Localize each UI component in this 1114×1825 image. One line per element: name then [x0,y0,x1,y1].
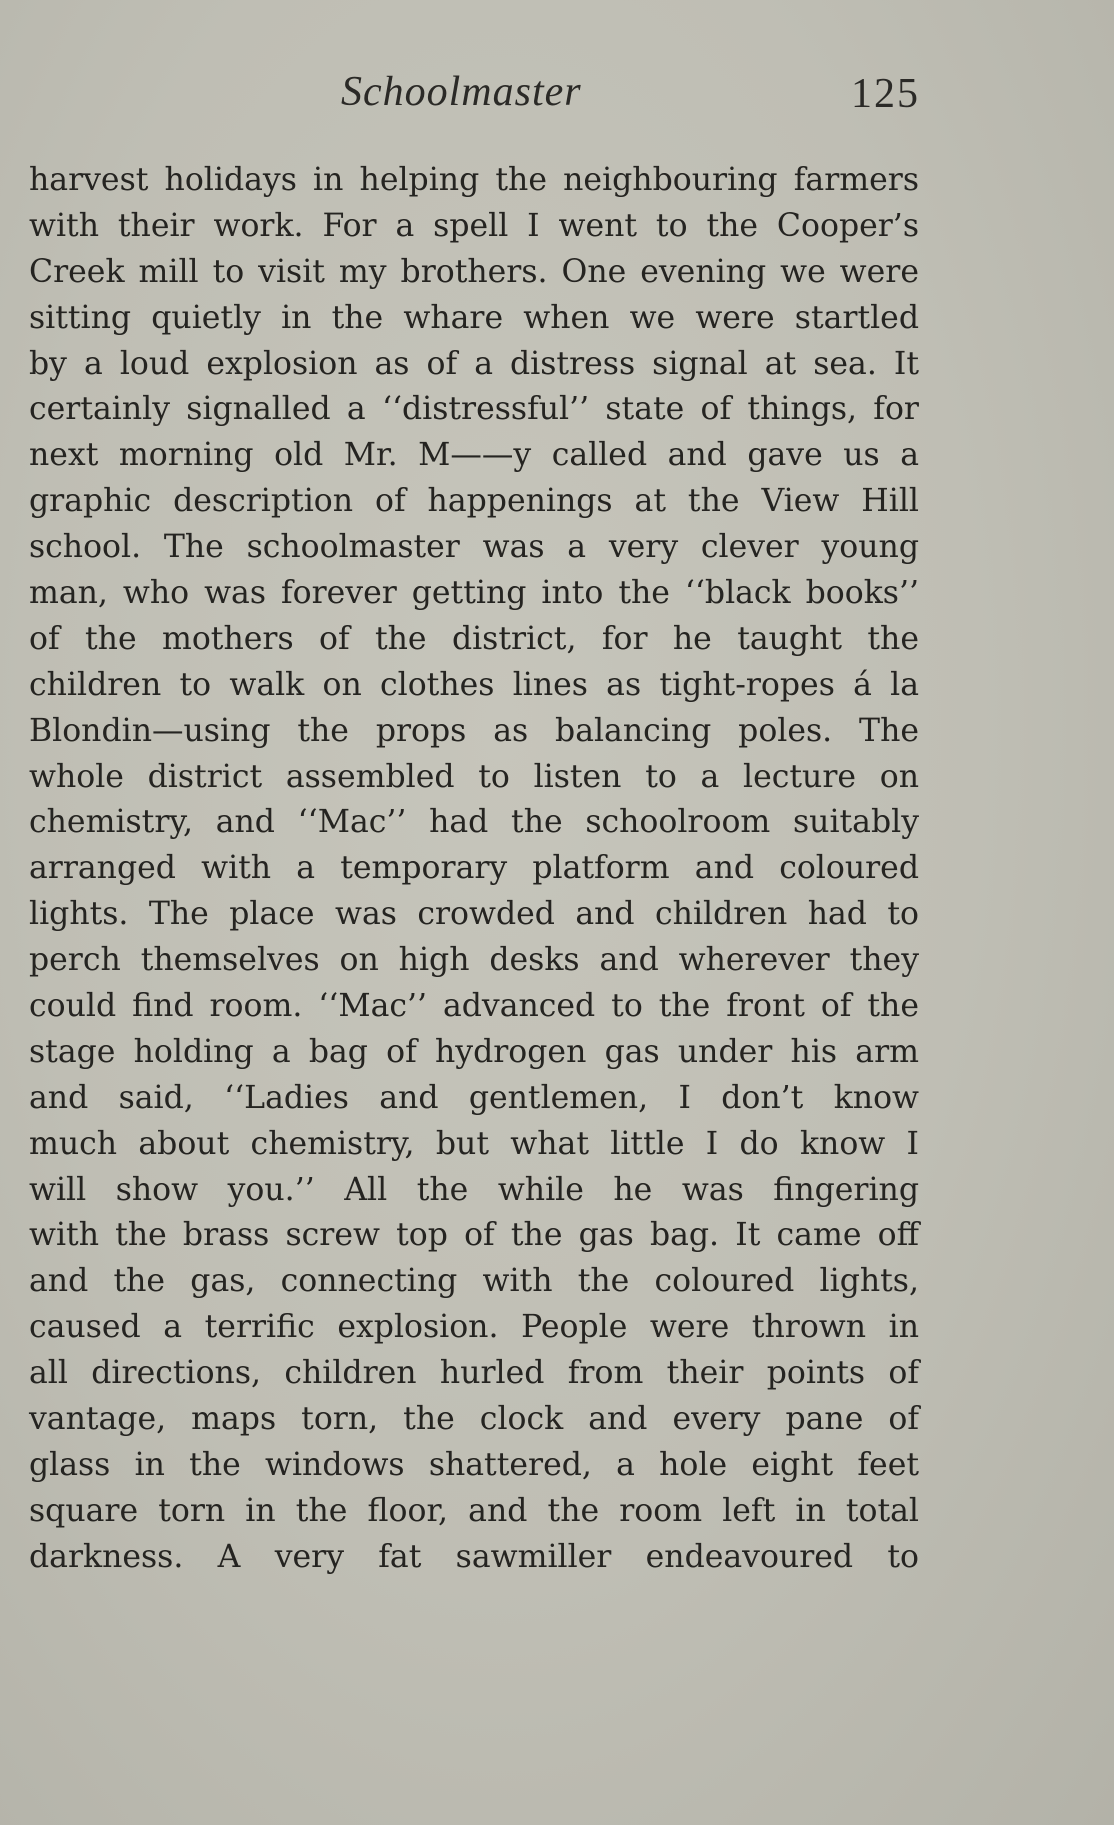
text-line: children to walk on clothes lines as tight-ropes á la [29,666,919,703]
text-line: harvest holidays in helping the neighbouring farmers [29,162,919,198]
text-line: Blondin—using the props as balancing poles. The [29,712,919,749]
text-line: with the brass screw top of the gas bag. It came off [29,1217,919,1254]
text-line: graphic description of happenings at the View Hill [29,483,919,520]
text-line: darkness. A very fat sawmiller endeavoured to [29,1538,919,1575]
text-line: man, who was forever getting into the ‘‘black books’’ [29,575,919,612]
text-line: certainly signalled a ‘‘distressful’’ state of things, for [29,391,919,428]
text-line: stage holding a bag of hydrogen gas under his arm [29,1033,919,1070]
text-line: arranged with a temporary platform and coloured [29,850,919,887]
text-line: with their work. For a spell I went to the Cooper’s [29,207,919,244]
text-line: could find room. ‘‘Mac’’ advanced to the front of the [29,988,919,1025]
text-line: all directions, children hurled from their points of [29,1355,919,1392]
text-line: by a loud explosion as of a distress signal at sea. It [29,345,919,382]
text-line: of the mothers of the district, for he taught the [29,620,919,657]
text-line: chemistry, and ‘‘Mac’’ had the schoolroom suitably [29,804,919,841]
running-head: Schoolmaster [341,69,582,115]
page-number: 125 [851,71,920,117]
text-line: much about chemistry, but what little I do know I [29,1125,919,1162]
text-line: caused a terrific explosion. People were thrown in [29,1309,919,1346]
text-line: square torn in the floor, and the room left in total [29,1492,919,1529]
text-line: glass in the windows shattered, a hole eight feet [29,1446,919,1483]
body-text [29,158,919,1581]
text-line: vantage, maps torn, the clock and every pane of [29,1401,919,1438]
text-line: Creek mill to visit my brothers. One evening we were [29,253,919,290]
text-line: lights. The place was crowded and children had to [29,896,919,933]
text-line: will show you.’’ All the while he was fingering [29,1171,919,1208]
text-line: whole district assembled to listen to a lecture on [29,758,919,795]
text-line: school. The schoolmaster was a very clever young [29,529,919,566]
text-line: and said, ‘‘Ladies and gentlemen, I don’t know [29,1079,919,1116]
text-line: perch themselves on high desks and wherever they [29,942,919,979]
text-line: sitting quietly in the whare when we were startled [29,299,919,336]
text-line: next morning old Mr. M——y called and gave us a [29,437,919,474]
text-line: and the gas, connecting with the coloured lights, [29,1263,919,1300]
page-header [30,68,920,128]
